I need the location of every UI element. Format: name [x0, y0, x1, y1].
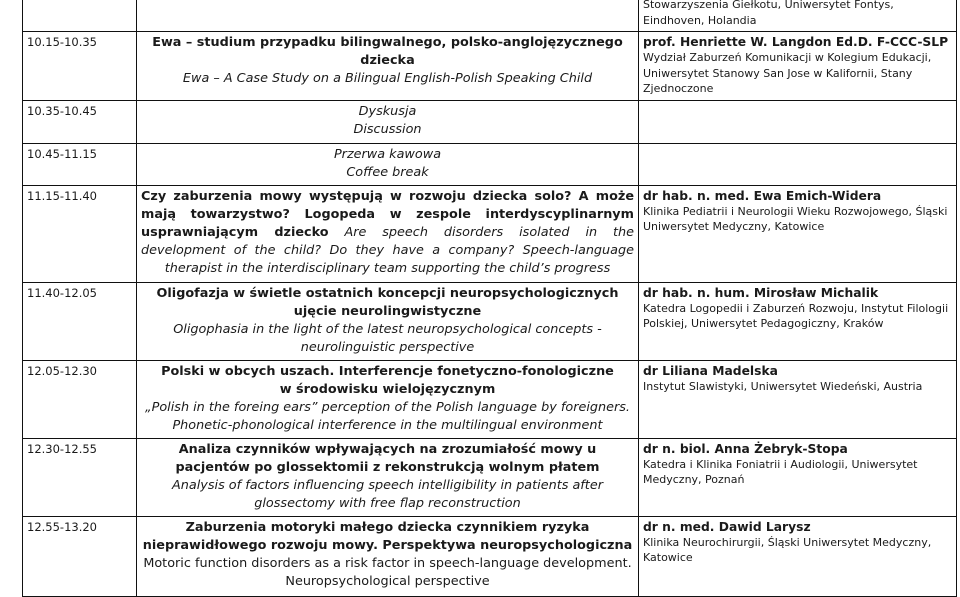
topic-title-pl: Dyskusja	[358, 103, 417, 119]
speaker-affiliation: Katedra i Klinika Foniatrii i Audiologii, Uniwersytet Medyczny, Poznań	[643, 457, 918, 486]
topic-title-en: Coffee break	[346, 164, 429, 180]
time-cell: 10.45-11.15	[23, 143, 137, 185]
speaker-name: prof. Henriette W. Langdon Ed.D. F-CCC-SLP	[643, 35, 949, 49]
table-row	[23, 0, 957, 32]
speaker-cell	[639, 438, 957, 516]
table-row	[23, 282, 957, 360]
topic-cell	[137, 32, 639, 101]
time-cell: 12.55-13.20	[23, 516, 137, 596]
table-row	[23, 185, 957, 282]
speaker-cell	[639, 143, 957, 185]
topic-cell	[137, 516, 639, 596]
speaker-affiliation: Instytut Slawistyki, Uniwersytet Wiedeński, Austria	[643, 379, 923, 393]
table-row	[23, 100, 957, 143]
topic-title-pl: Zaburzenia motoryki małego dziecka czynnikiem ryzyka nieprawidłowego rozwoju mowy. Perspektywa neuropsychologiczna	[142, 519, 633, 553]
topic-title-en-cont: Neuropsychological perspective	[285, 573, 490, 589]
topic-title-en: Motoric function disorders as a risk factor in speech-language development.	[143, 555, 632, 571]
speaker-name: dr hab. n. hum. Mirosław Michalik	[643, 285, 879, 300]
speaker-cell	[639, 0, 957, 32]
speaker-cell	[639, 282, 957, 360]
time-cell: 10.35-10.45	[23, 100, 137, 143]
topic-cell	[137, 185, 639, 282]
speaker-cell	[639, 185, 957, 282]
topic-cell	[137, 0, 639, 32]
table-row	[23, 143, 957, 185]
topic-title-pl: Analiza czynników wpływających na zrozumiałość mowy u pacjentów po glossektomii z rekonstrukcją wolnym płatem	[175, 441, 600, 475]
topic-title-en: Discussion	[353, 121, 422, 137]
topic-title-pl: Oligofazja w świetle ostatnich koncepcji neuropsychologicznych ujęcie neurolingwistyczne	[156, 285, 619, 319]
topic-title-en-cont: Phonetic-phonological interference in the multilingual environment	[172, 417, 603, 433]
speaker-name: dr Liliana Madelska	[643, 363, 778, 378]
topic-title-pl-cont: w środowisku wielojęzycznym	[279, 381, 496, 397]
table-row	[23, 360, 957, 438]
topic-cell	[137, 360, 639, 438]
topic-title-en: Oligophasia in the light of the latest neuropsychological concepts - neurolinguistic perspective	[173, 321, 602, 355]
speaker-name: dr n. med. Dawid Larysz	[643, 519, 811, 534]
topic-cell	[137, 438, 639, 516]
speaker-cell	[639, 32, 957, 101]
topic-title-pl: Ewa – studium przypadku bilingwalnego, polsko-anglojęzycznego dziecka	[152, 35, 623, 68]
speaker-cell	[639, 360, 957, 438]
time-cell: 10.15-10.35	[23, 32, 137, 101]
topic-title-pl: Czy zaburzenia mowy występują w rozwoju dziecka solo? A może mają towarzystwo? Logopeda w zespole interdyscyplinarnym usprawniającym dziecko	[141, 188, 634, 240]
topic-title-en: Ewa – A Case Study on a Bilingual English-Polish Speaking Child	[182, 71, 593, 86]
topic-title-en: Analysis of factors influencing speech intelligibility in patients after glossectomy with free flap reconstruction	[172, 477, 603, 511]
topic-cell	[137, 143, 639, 185]
table-row	[23, 516, 957, 596]
topic-title-pl: Przerwa kawowa	[333, 146, 442, 162]
topic-title-pl: Polski w obcych uszach. Interferencje fonetyczno-fonologiczne	[161, 363, 614, 379]
speaker-cell	[639, 516, 957, 596]
time-cell: 12.05-12.30	[23, 360, 137, 438]
topic-cell	[137, 282, 639, 360]
topic-title-en: „Polish in the foreing ears” perception of the Polish language by foreigners.	[145, 399, 630, 415]
speaker-cell	[639, 100, 957, 143]
time-cell: 11.15-11.40	[23, 185, 137, 282]
topic-title-en: Are speech disorders isolated in the development of the child? Do they have a company? Speech-language therapist in the interdisciplinary team supporting the child’s progress	[141, 224, 635, 276]
speaker-name: dr hab. n. med. Ewa Emich-Widera	[643, 188, 882, 203]
speaker-affiliation: Klinika Neurochirurgii, Śląski Uniwersytet Medyczny, Katowice	[643, 535, 932, 564]
table-row	[23, 32, 957, 101]
time-cell	[23, 0, 137, 32]
topic-cell	[137, 100, 639, 143]
table-row	[23, 438, 957, 516]
speaker-name: dr n. biol. Anna Żebryk-Stopa	[643, 441, 848, 456]
speaker-affiliation: Katedra Logopedii i Zaburzeń Rozwoju, Instytut Filologii Polskiej, Uniwersytet Pedagogiczny, Kraków	[643, 301, 949, 330]
speaker-affiliation: Klinika Pediatrii i Neurologii Wieku Rozwojowego, Śląski Uniwersytet Medyczny, Katowice	[643, 204, 948, 233]
time-cell: 12.30-12.55	[23, 438, 137, 516]
speaker-affiliation: Stowarzyszenia Giełkotu, Uniwersytet Fontys, Eindhoven, Holandia	[643, 0, 894, 27]
speaker-affiliation: Wydział Zaburzeń Komunikacji w Kolegium Edukacji, Uniwersytet Stanowy San Jose w Kalifornii, Stany Zjednoczone	[643, 51, 932, 95]
time-cell: 11.40-12.05	[23, 282, 137, 360]
schedule-table	[22, 0, 957, 597]
